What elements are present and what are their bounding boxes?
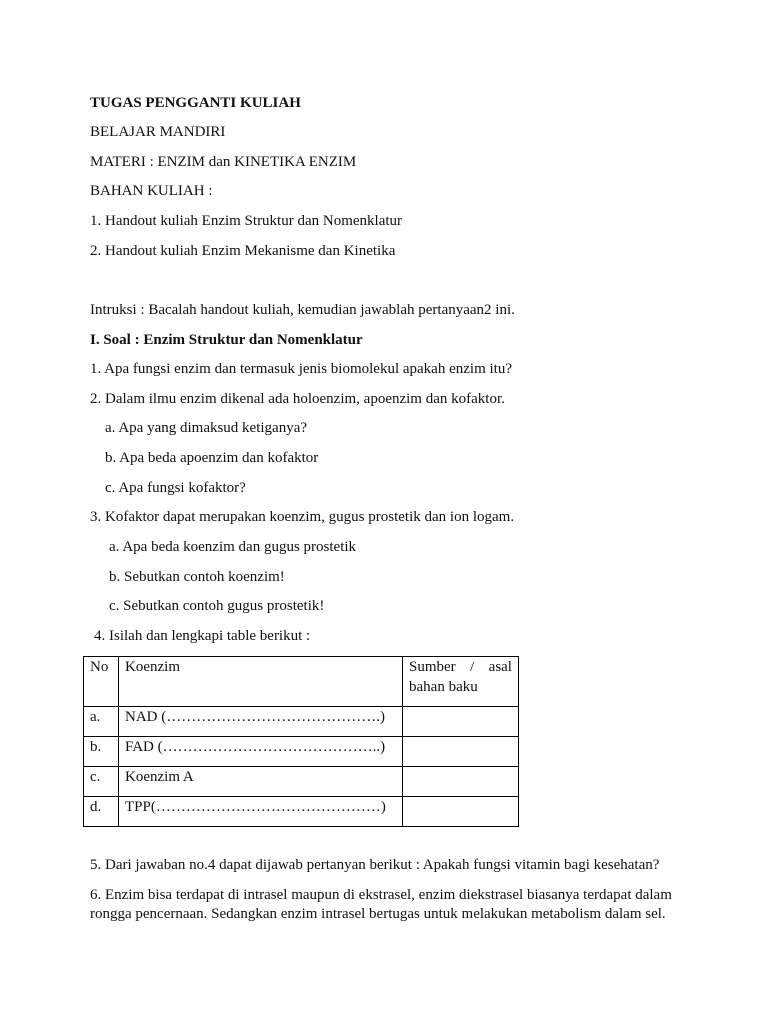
row-sumber[interactable]	[403, 737, 519, 767]
study-mode: BELAJAR MANDIRI	[90, 124, 226, 140]
header-sumber-word-2: /	[470, 659, 475, 675]
question-2a: a. Apa yang dimaksud ketiganya?	[105, 420, 308, 436]
section-title: I. Soal : Enzim Struktur dan Nomenklatur	[90, 332, 363, 348]
table-row	[84, 767, 519, 797]
row-sumber[interactable]	[403, 797, 519, 827]
question-1: 1. Apa fungsi enzim dan termasuk jenis biomolekul apakah enzim itu?	[90, 361, 512, 377]
bahan-item-2: 2. Handout kuliah Enzim Mekanisme dan Kinetika	[90, 243, 396, 259]
question-3: 3. Kofaktor dapat merupakan koenzim, gugus prostetik dan ion logam.	[90, 509, 515, 525]
question-4: 4. Isilah dan lengkapi table berikut :	[94, 628, 311, 644]
question-2b: b. Apa beda apoenzim dan kofaktor	[105, 450, 319, 466]
row-sumber[interactable]	[403, 767, 519, 797]
question-3b: b. Sebutkan contoh koenzim!	[109, 569, 285, 585]
header-sumber-word-1: Sumber	[409, 659, 456, 675]
table-row	[84, 797, 519, 827]
row-no: b.	[84, 737, 119, 767]
question-5: 5. Dari jawaban no.4 dapat dijawab pertanyan berikut : Apakah fungsi vitamin bagi kesehatan?	[90, 857, 660, 873]
question-3c: c. Sebutkan contoh gugus prostetik!	[109, 598, 325, 614]
question-6-line-1: 6. Enzim bisa terdapat di intrasel maupun di ekstrasel, enzim diekstrasel biasanya terdapat dalam	[90, 887, 672, 903]
question-6-line-2: rongga pencernaan. Sedangkan enzim intrasel bertugas untuk melakukan metabolism dalam sel.	[90, 906, 666, 922]
table-row	[84, 737, 519, 767]
row-koenzim: TPP(………………………………………)	[119, 797, 403, 827]
materi-line: MATERI : ENZIM dan KINETIKA ENZIM	[90, 154, 357, 170]
question-2: 2. Dalam ilmu enzim dikenal ada holoenzim, apoenzim dan kofaktor.	[90, 391, 505, 407]
instruction: Intruksi : Bacalah handout kuliah, kemudian jawablah pertanyaan2 ini.	[90, 302, 515, 318]
header-koenzim: Koenzim	[119, 657, 403, 707]
header-sumber	[403, 657, 519, 707]
header-sumber-word-3: asal	[488, 659, 512, 675]
row-sumber[interactable]	[403, 707, 519, 737]
row-no: c.	[84, 767, 119, 797]
table-row	[84, 707, 519, 737]
table-header-row	[84, 657, 519, 707]
row-koenzim: NAD (…………………………………….)	[119, 707, 403, 737]
question-3a: a. Apa beda koenzim dan gugus prostetik	[109, 539, 357, 555]
row-no: d.	[84, 797, 119, 827]
row-no: a.	[84, 707, 119, 737]
row-koenzim: FAD (……………………………………..)	[119, 737, 403, 767]
document-title: TUGAS PENGGANTI KULIAH	[90, 95, 301, 111]
bahan-heading: BAHAN KULIAH :	[90, 183, 213, 199]
coenzyme-table	[83, 656, 519, 827]
row-koenzim: Koenzim A	[119, 767, 403, 797]
header-no: No	[84, 657, 119, 707]
question-2c: c. Apa fungsi kofaktor?	[105, 480, 246, 496]
bahan-item-1: 1. Handout kuliah Enzim Struktur dan Nomenklatur	[90, 213, 403, 229]
header-sumber-line-2: bahan baku	[409, 679, 478, 695]
